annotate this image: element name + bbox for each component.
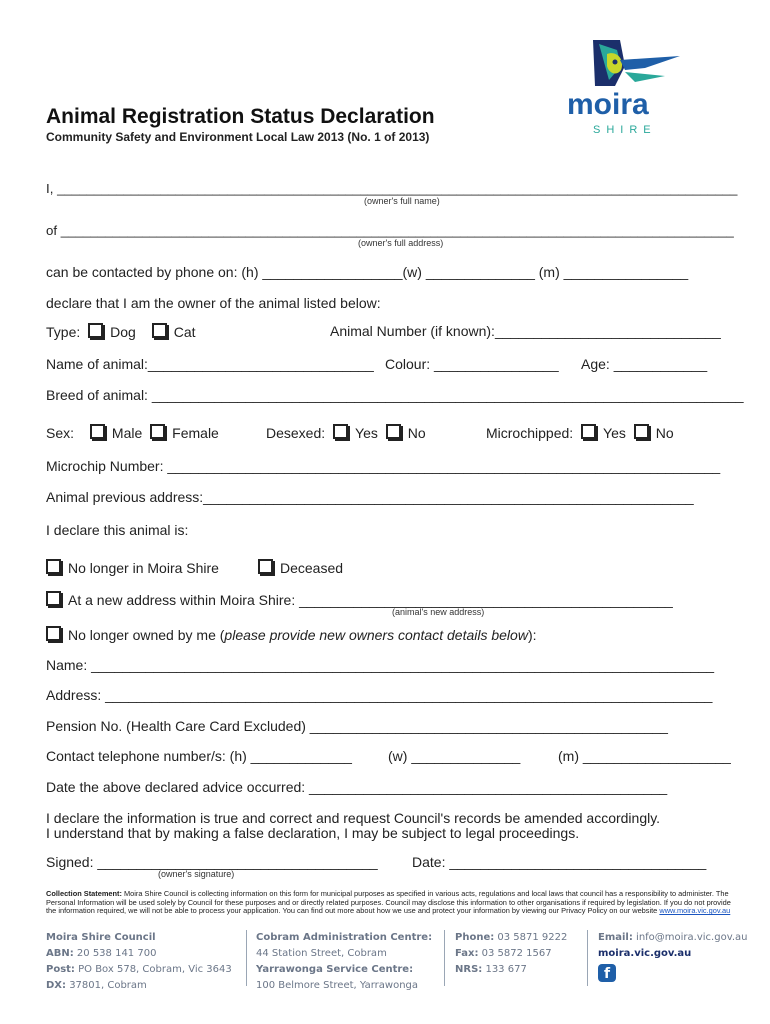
microchipped-label: Microchipped: — [486, 425, 574, 441]
date-advice-field[interactable]: Date the above declared advice occurred: ______________________________________________ — [46, 779, 668, 795]
microchipped-row — [486, 424, 674, 441]
owner-name-caption: (owner's full name) — [364, 196, 440, 206]
no-longer-owned-note: please provide new owners contact details below — [224, 627, 528, 643]
phone-label: Phone: — [455, 932, 495, 943]
abn-value: 20 538 141 700 — [73, 948, 157, 959]
phone-value: 03 5871 9222 — [494, 932, 568, 943]
deceased-checkbox[interactable] — [258, 559, 273, 574]
facebook-icon[interactable]: f — [598, 964, 616, 982]
signature-caption: (owner's signature) — [158, 869, 235, 879]
new-address-caption: (animal's new address) — [392, 607, 485, 617]
animal-number-field[interactable]: Animal Number (if known):_____________________________ — [330, 323, 721, 339]
cat-checkbox[interactable] — [152, 323, 167, 338]
colour-field[interactable]: Colour: ________________ — [385, 356, 559, 372]
yarra-label: Yarrawonga Service Centre: — [256, 964, 414, 975]
email-value[interactable]: info@moira.vic.gov.au — [632, 932, 748, 943]
no-longer-owned-checkbox[interactable] — [46, 626, 61, 641]
phone-field[interactable]: can be contacted by phone on: (h) __________________(w) ______________ (m) ________________ — [46, 264, 689, 280]
desexed-no-label: No — [407, 425, 426, 441]
page-title: Animal Registration Status Declaration — [46, 105, 435, 128]
footer-divider — [246, 930, 247, 986]
dog-checkbox[interactable] — [88, 323, 103, 338]
new-address-option — [46, 591, 673, 608]
council-name: Moira Shire Council — [46, 932, 156, 943]
female-label: Female — [172, 425, 219, 441]
logo-subword: SHIRE — [593, 124, 657, 136]
abn-label: ABN: — [46, 948, 74, 959]
animal-name-field[interactable]: Name of animal:_____________________________ — [46, 356, 374, 372]
no-longer-shire-label: No longer in Moira Shire — [68, 560, 219, 576]
footer-divider — [587, 930, 588, 986]
type-row — [46, 323, 196, 340]
owner-address-field[interactable]: of ___________________________________________________________________________________________ — [46, 223, 734, 238]
footer-divider — [444, 930, 445, 986]
desexed-no-checkbox[interactable] — [386, 424, 401, 439]
owner-name-field[interactable]: I, ____________________________________________________________________________________________ — [46, 181, 738, 196]
footer-col-centres — [256, 930, 432, 994]
microchipped-yes-label: Yes — [603, 425, 626, 441]
moira-bird-logo-icon — [565, 36, 685, 96]
page-subtitle: Community Safety and Environment Local Law 2013 (No. 1 of 2013) — [46, 130, 430, 144]
logo-wordmark: moira — [567, 88, 649, 121]
footer-col-phone — [455, 930, 567, 978]
declare-true-text: I declare the information is true and correct and request Council's records be amended accordingly. — [46, 810, 661, 826]
collection-text: Moira Shire Council is collecting information on this form for municipal purposes as specified in various acts, regulations and local laws that council has a responsibility to administer. The Personal Information will be used solely by Council for these purposes and or directly related purposes. Council may disclose this information to other organisations if required by legislation. If you do not provide the information required, we will not be able to process your application. You can find out more about how we use and protect your information by viewing our Privacy Policy on our website — [46, 889, 731, 916]
breed-field[interactable]: Breed of animal: ____________________________________________________________________________ — [46, 387, 744, 403]
previous-address-field[interactable]: Animal previous address:_______________________________________________________________ — [46, 489, 694, 505]
microchipped-no-label: No — [655, 425, 674, 441]
dx-label: DX: — [46, 980, 67, 991]
yarra-address: 100 Belmore Street, Yarrawonga — [256, 980, 419, 991]
no-longer-owned-end: ): — [527, 627, 537, 643]
nrs-label: NRS: — [455, 964, 483, 975]
contact-mobile-field[interactable]: (m) ___________________ — [558, 748, 731, 764]
microchipped-yes-checkbox[interactable] — [581, 424, 596, 439]
footer-website[interactable]: moira.vic.gov.au — [598, 948, 692, 959]
contact-home-field[interactable]: Contact telephone number/s: (h) _____________ — [46, 748, 352, 764]
female-checkbox[interactable] — [150, 424, 165, 439]
sex-row — [46, 424, 219, 441]
microchipped-no-checkbox[interactable] — [634, 424, 649, 439]
moira-shire-logo — [565, 36, 685, 142]
date-field[interactable]: Date: _________________________________ — [412, 854, 707, 870]
desexed-yes-checkbox[interactable] — [333, 424, 348, 439]
collection-statement — [46, 890, 736, 916]
microchip-number-field[interactable]: Microchip Number: _______________________________________________________________________ — [46, 458, 721, 474]
fax-value: 03 5872 1567 — [478, 948, 552, 959]
nrs-value: 133 677 — [482, 964, 527, 975]
signature-field[interactable]: Signed: ____________________________________ — [46, 854, 378, 870]
email-label: Email: — [598, 932, 633, 943]
new-address-checkbox[interactable] — [46, 591, 61, 606]
new-owner-name-field[interactable]: Name: ________________________________________________________________________________ — [46, 657, 715, 673]
deceased-label: Deceased — [280, 560, 344, 576]
new-owner-address-field[interactable]: Address: ______________________________________________________________________________ — [46, 687, 713, 703]
cat-label: Cat — [173, 324, 196, 340]
fax-label: Fax: — [455, 948, 479, 959]
owner-address-caption: (owner's full address) — [358, 238, 444, 248]
post-value: PO Box 578, Cobram, Vic 3643 — [74, 964, 232, 975]
contact-work-field[interactable]: (w) ______________ — [388, 748, 521, 764]
no-longer-owned-label: No longer owned by me ( — [68, 627, 225, 643]
footer-col-council — [46, 930, 232, 994]
pension-field[interactable]: Pension No. (Health Care Card Excluded) ______________________________________________ — [46, 718, 668, 734]
dog-label: Dog — [110, 324, 136, 340]
no-longer-owned-option — [46, 626, 537, 643]
cobram-address: 44 Station Street, Cobram — [256, 948, 387, 959]
male-label: Male — [111, 425, 143, 441]
post-label: Post: — [46, 964, 75, 975]
desexed-yes-label: Yes — [355, 425, 378, 441]
declare-false-text: I understand that by making a false declaration, I may be subject to legal proceedings. — [46, 825, 580, 841]
cobram-label: Cobram Administration Centre: — [256, 932, 433, 943]
new-address-field[interactable]: At a new address within Moira Shire: ________________________________________________ — [68, 592, 673, 608]
declare-animal-text: I declare this animal is: — [46, 522, 189, 538]
collection-label: Collection Statement: — [46, 889, 122, 898]
no-longer-shire-option — [46, 559, 219, 576]
type-label: Type: — [46, 324, 81, 340]
no-longer-shire-checkbox[interactable] — [46, 559, 61, 574]
desexed-row — [266, 424, 426, 441]
dx-value: 37801, Cobram — [66, 980, 147, 991]
male-checkbox[interactable] — [90, 424, 105, 439]
age-field[interactable]: Age: ____________ — [581, 356, 708, 372]
website-link[interactable]: www.moira.vic.gov.au — [659, 906, 731, 916]
sex-label: Sex: — [46, 425, 75, 441]
desexed-label: Desexed: — [266, 425, 326, 441]
declare-owner-text: declare that I am the owner of the animal listed below: — [46, 295, 381, 311]
footer-col-contact — [598, 930, 747, 982]
deceased-option — [258, 559, 343, 576]
